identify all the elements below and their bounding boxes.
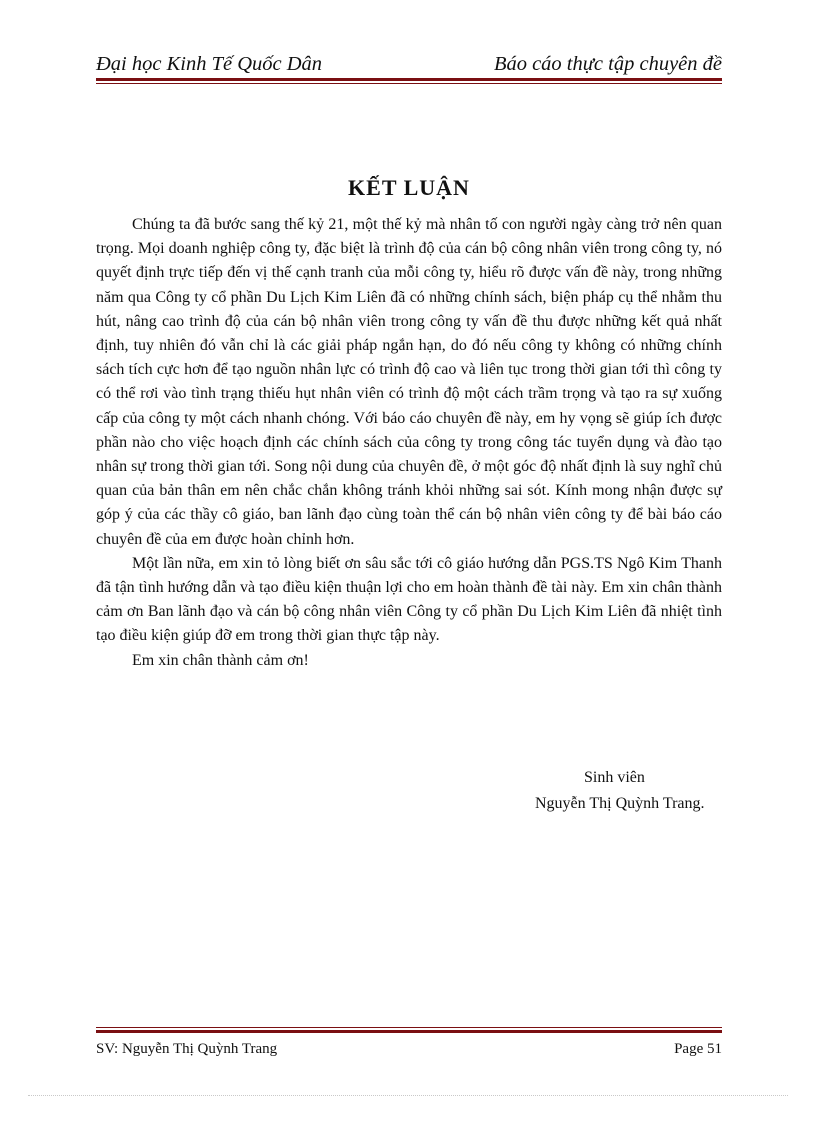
signature-block (535, 765, 735, 817)
header-university: Đại học Kinh Tế Quốc Dân (96, 53, 323, 75)
signature-name: Nguyễn Thị Quỳnh Trang. (535, 795, 705, 812)
paragraph-conclusion: Chúng ta đã bước sang thế kỷ 21, một thế kỷ mà nhân tố con người ngày càng trở nên quan trọng. Mọi doanh nghiệp công ty, đặc biệt là trình độ của cán bộ công nhân viên trong công ty, nó quyết định trực tiếp đến vị thế cạnh tranh của mỗi công ty, hiểu rõ được vấn đề này, trong những năm qua Công ty cổ phần Du Lịch Kim Liên đã có những chính sách, biện pháp cụ thể nhằm thu hút, nâng cao trình độ của cán bộ nhân viên trong công ty vấn đề thu được những kết quả nhất định, tuy nhiên đó vẫn chỉ là các giải pháp ngắn hạn, do đó nếu công ty không có những chính sách tích cực hơn để tạo nguồn nhân lực có trình độ cao và liên tục trong thời gian tới thì công ty có thể rơi vào tình trạng thiếu hụt nhân viên có trình độ một cách trầm trọng và tạo ra sự xuống cấp của công ty một cách nhanh chóng. Với báo cáo chuyên đề này, em hy vọng sẽ giúp ích được phần nào cho việc hoạch định các chính sách của công ty trong công tác tuyển dụng và đào tạo nhân sự trong thời gian tới. Song nội dung của chuyên đề, ở một góc độ nhất định là suy nghĩ chủ quan của bản thân em nên chắc chắn không tránh khỏi những sai sót. Kính mong nhận được sự góp ý của các thầy cô giáo, ban lãnh đạo cùng toàn thể cán bộ nhân viên công ty để bài báo cáo chuyên đề của em được hoàn chỉnh hơn. (96, 216, 722, 548)
page-number: Page 51 (674, 1041, 722, 1057)
footer-rule-thick (96, 1030, 722, 1033)
header-rule (96, 78, 722, 85)
footer-rule-thin (96, 1027, 722, 1028)
signature-role: Sinh viên (584, 769, 645, 786)
body-content (96, 213, 722, 673)
footer-student-name: SV: Nguyễn Thị Quỳnh Trang (96, 1041, 278, 1057)
paragraph-thanks: Em xin chân thành cảm ơn! (132, 651, 309, 669)
header-report-title: Báo cáo thực tập chuyên đề (493, 53, 722, 75)
header-rule-thick (96, 78, 722, 81)
page-footer (96, 1038, 722, 1060)
header-rule-thin (96, 83, 722, 84)
page-title: KẾT LUẬN (348, 175, 470, 200)
footer-rule (96, 1027, 722, 1034)
paragraph-acknowledgement: Một lần nữa, em xin tỏ lòng biết ơn sâu sắc tới cô giáo hướng dẫn PGS.TS Ngô Kim Thanh đã tận tình hướng dẫn và tạo điều kiện thuận lợi cho em hoàn thành đề tài này. Em xin chân thành cảm ơn Ban lãnh đạo và cán bộ công nhân viên Công ty cổ phần Du Lịch Kim Liên đã nhiệt tình tạo điều kiện giúp đỡ em trong thời gian thực tập này. (96, 554, 722, 645)
page-boundary-dotted-line (28, 1095, 788, 1096)
page-header (96, 50, 722, 78)
